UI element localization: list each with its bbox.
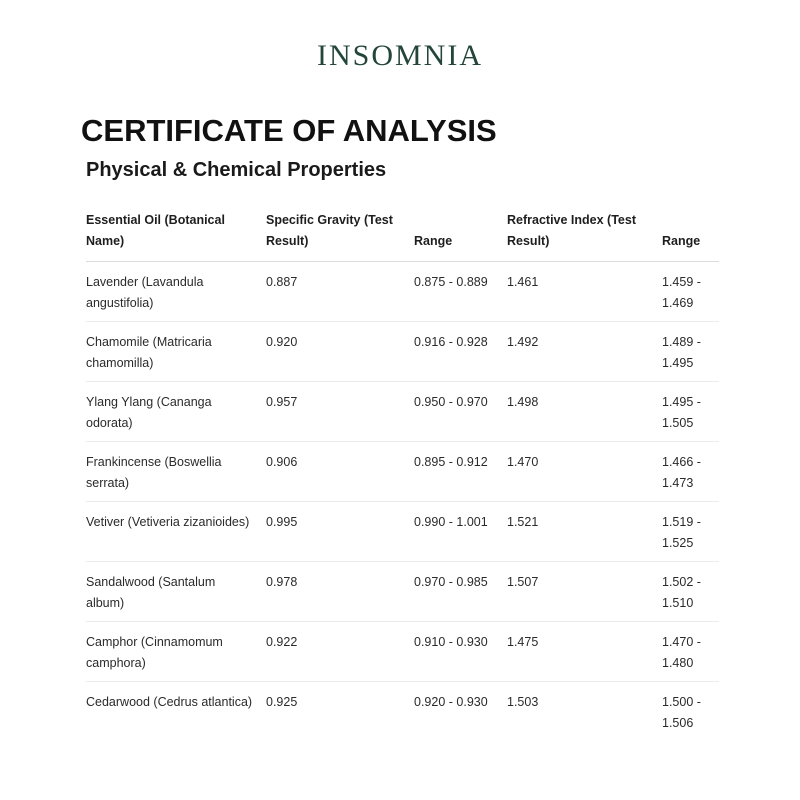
cell-sg-result: 0.925 [266,695,298,709]
table-row [86,502,719,562]
cell-ri-result: 1.470 [507,442,662,502]
cell-sg-range: 0.916 - 0.928 [414,322,507,382]
cell-ri-range: 1.495 - 1.505 [662,382,719,442]
cell-ri-range: 1.502 - 1.510 [662,562,719,622]
cell-oil-name: Sandalwood (Santalum album) [86,562,266,622]
cell-ri-result: 1.521 [507,502,662,562]
document-title: CERTIFICATE OF ANALYSIS [81,113,497,148]
cell-oil-name: Camphor (Cinnamomum camphora) [86,622,266,682]
cell-sg-range: 0.950 - 0.970 [414,382,507,442]
cell-ri-range: 1.500 - 1.506 [662,695,701,730]
cell-sg-result: 0.978 [266,562,414,622]
cell-oil-name: Frankincense (Boswellia serrata) [86,442,266,502]
cell-ri-range: 1.459 - 1.469 [662,262,719,322]
table-row [86,262,719,322]
cell-sg-range: 0.990 - 1.001 [414,502,507,562]
cell-oil-name: Ylang Ylang (Cananga odorata) [86,382,266,442]
table-row [86,442,719,502]
cell-ri-result: 1.498 [507,382,662,442]
properties-table [86,207,719,741]
cell-sg-result: 0.906 [266,442,414,502]
cell-ri-range: 1.466 - 1.473 [662,442,719,502]
cell-ri-result: 1.492 [507,322,662,382]
cell-ri-result: 1.475 [507,622,662,682]
table-row [86,682,719,742]
cell-sg-result: 0.887 [266,262,414,322]
cell-sg-range: 0.910 - 0.930 [414,622,507,682]
table-row [86,562,719,622]
cell-ri-result: 1.461 [507,262,662,322]
brand-logo: INSOMNIA [317,39,483,72]
cell-oil-name: Cedarwood (Cedrus atlantica) [86,695,253,709]
cell-sg-range: 0.970 - 0.985 [414,562,507,622]
cell-sg-result: 0.995 [266,502,414,562]
table-row [86,382,719,442]
cell-sg-range: 0.875 - 0.889 [414,262,507,322]
table-row [86,322,719,382]
cell-sg-result: 0.920 [266,322,414,382]
cell-ri-range: 1.489 - 1.495 [662,322,719,382]
cell-oil-name: Chamomile (Matricaria chamomilla) [86,322,266,382]
header-ri-range: Range [662,207,719,262]
header-essential-oil: Essential Oil (Botanical Name) [86,207,266,262]
header-refractive-index: Refractive Index (Test Result) [507,207,662,262]
table-row [86,622,719,682]
section-title: Physical & Chemical Properties [86,159,387,181]
cell-sg-result: 0.922 [266,622,414,682]
cell-sg-result: 0.957 [266,382,414,442]
table-header-row [86,207,719,262]
header-sg-range: Range [414,207,507,262]
cell-sg-range: 0.895 - 0.912 [414,442,507,502]
cell-ri-result: 1.507 [507,562,662,622]
cell-ri-range: 1.519 - 1.525 [662,502,719,562]
cell-ri-range: 1.470 - 1.480 [662,622,719,682]
cell-ri-result: 1.503 [507,695,539,709]
header-specific-gravity: Specific Gravity (Test Result) [266,207,414,262]
cell-oil-name: Lavender (Lavandula angustifolia) [86,262,266,322]
cell-oil-name: Vetiver (Vetiveria zizanioides) [86,502,266,562]
cell-sg-range: 0.920 - 0.930 [414,695,488,709]
